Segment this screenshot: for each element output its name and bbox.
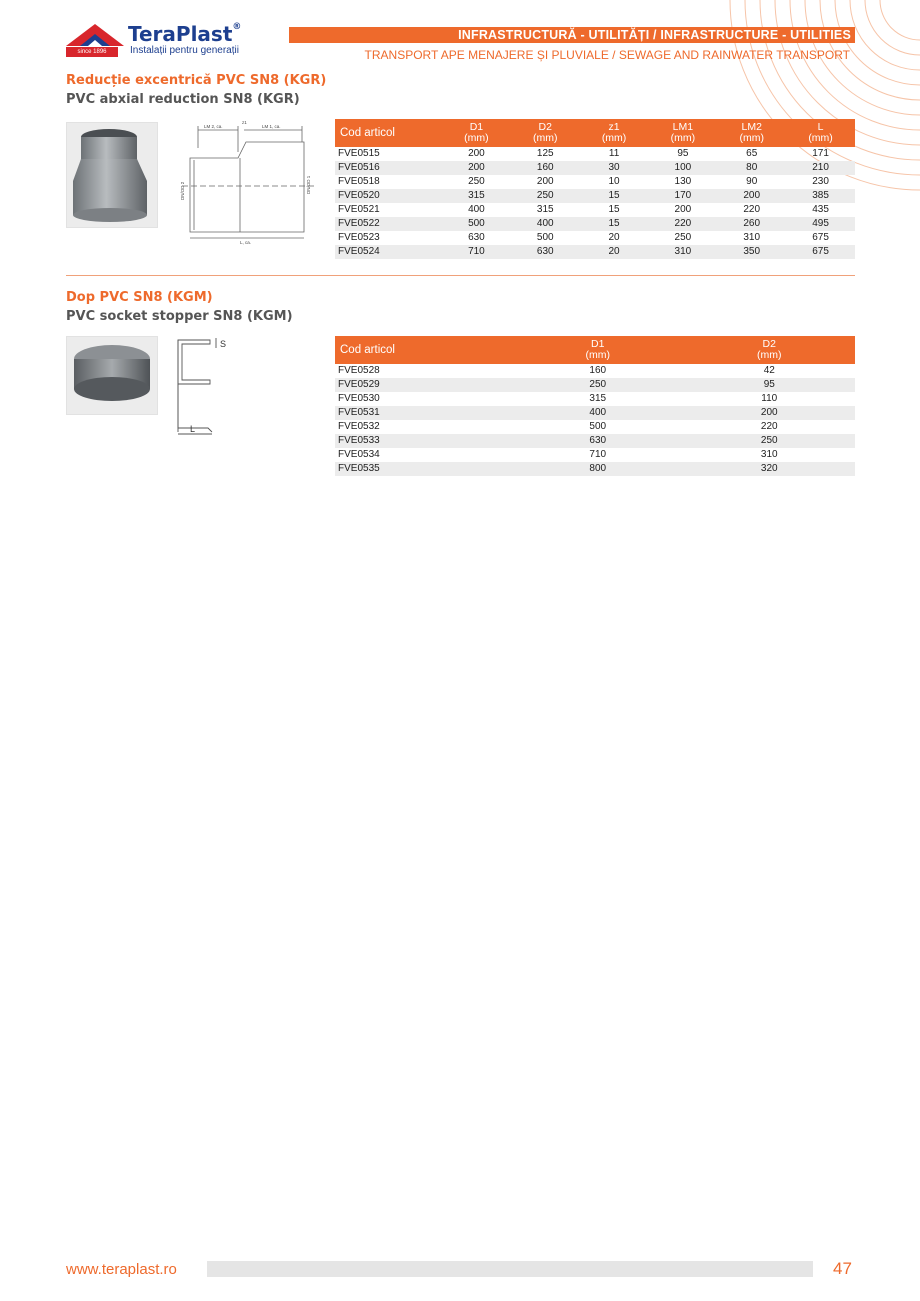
col-unit: (mm) <box>532 132 558 144</box>
table-cell: 30 <box>580 161 649 175</box>
col-unit: (mm) <box>601 132 627 144</box>
reduction-technical-drawing <box>178 120 320 246</box>
stopper-spec-table <box>335 336 855 476</box>
cell-cod-articol: FVE0524 <box>335 245 442 259</box>
table-cell: 20 <box>580 245 649 259</box>
col-name: D1 <box>469 121 484 133</box>
table-cell: 315 <box>442 189 511 203</box>
table-cell: 160 <box>511 161 580 175</box>
reduction-table-body <box>335 147 855 259</box>
col-unit: (mm) <box>585 349 610 361</box>
col-name: z1 <box>608 121 620 133</box>
table-row <box>335 448 855 462</box>
table-row <box>335 161 855 175</box>
table-cell: 495 <box>786 217 855 231</box>
drawing-label-l2: L <box>190 424 196 434</box>
table-row <box>335 231 855 245</box>
footer-bar <box>207 1261 813 1277</box>
table-row <box>335 462 855 476</box>
table-cell: 130 <box>674 176 692 187</box>
table-cell: 310 <box>760 449 778 460</box>
reduction-photo <box>66 122 158 228</box>
drawing-label-lm1: LM 1, ca. <box>262 124 281 129</box>
drawing-label-lm2: LM 2, ca. <box>204 124 223 129</box>
table-header-row <box>335 119 855 147</box>
table-cell: 210 <box>786 161 855 175</box>
table-header-row <box>335 336 855 364</box>
table-cell: 250 <box>674 232 692 243</box>
col-name: LM2 <box>741 121 762 133</box>
table-cell: 15 <box>580 189 649 203</box>
table-cell: 250 <box>684 434 856 448</box>
table-row <box>335 217 855 231</box>
cell-cod-articol: FVE0529 <box>335 378 512 392</box>
footer-url[interactable]: www.teraplast.ro <box>66 1261 177 1278</box>
table-cell: 95 <box>684 378 856 392</box>
brand-name <box>128 22 241 46</box>
stopper-photo-image <box>67 337 157 414</box>
table-cell: 42 <box>763 365 775 376</box>
table-cell: 260 <box>717 217 786 231</box>
col-unit: (mm) <box>808 132 833 144</box>
table-cell: 500 <box>442 217 511 231</box>
section-divider <box>66 275 855 276</box>
table-cell: 630 <box>512 434 684 448</box>
registered-mark: ® <box>232 22 242 32</box>
cell-cod-articol: FVE0522 <box>335 217 442 231</box>
table-cell: 500 <box>589 421 607 432</box>
col-name: D2 <box>538 121 552 133</box>
table-cell: 125 <box>536 148 554 159</box>
table-cell: 220 <box>648 217 717 231</box>
table-cell: 385 <box>786 189 855 203</box>
table-cell: 95 <box>677 148 689 159</box>
section1-title-en: PVC abxial reduction SN8 (KGR) <box>66 92 300 107</box>
table-row <box>335 364 855 378</box>
table-cell: 710 <box>589 449 607 460</box>
subcategory-ro: TRANSPORT APE MENAJERE ȘI PLUVIALE / <box>364 48 619 62</box>
section2-title-en: PVC socket stopper SN8 (KGM) <box>66 309 293 324</box>
reduction-spec-table <box>335 119 855 259</box>
table-cell: 20 <box>608 232 620 243</box>
cell-cod-articol: FVE0516 <box>335 161 442 175</box>
table-cell: 200 <box>468 148 485 159</box>
cell-cod-articol: FVE0518 <box>338 176 380 187</box>
col-name: L <box>817 121 824 133</box>
table-cell: 310 <box>648 245 717 259</box>
drawing-label-s: S <box>220 339 227 349</box>
col-cod-articol <box>335 119 442 147</box>
table-cell: 350 <box>717 245 786 259</box>
table-cell: 110 <box>761 393 778 404</box>
drawing-label-l: L, ca. <box>240 240 252 245</box>
stopper-photo <box>66 336 158 415</box>
logo-since-badge: since 1896 <box>66 47 118 57</box>
col-lm2 <box>717 119 786 147</box>
drawing-label-dn1: DN/OD 1 <box>306 175 311 194</box>
table-cell: 80 <box>717 161 786 175</box>
table-cell: 11 <box>608 148 620 159</box>
cell-cod-articol: FVE0528 <box>338 365 380 376</box>
table-cell: 170 <box>648 189 717 203</box>
cell-cod-articol: FVE0531 <box>335 406 512 420</box>
table-cell: 160 <box>589 365 607 376</box>
table-cell: 65 <box>746 148 758 159</box>
table-row <box>335 203 855 217</box>
table-cell: 400 <box>511 217 580 231</box>
cell-cod-articol: FVE0530 <box>338 393 380 404</box>
col-name: Cod articol <box>340 126 395 139</box>
table-row <box>335 147 855 161</box>
drawing-label-dn2: DN/OD 2 <box>180 181 185 200</box>
table-cell: 315 <box>589 393 607 404</box>
table-row <box>335 175 855 189</box>
category-title: INFRASTRUCTURĂ - UTILITĂȚI / INFRASTRUCTURE - UTILITIES <box>458 28 851 42</box>
category-bar <box>289 27 855 43</box>
table-cell: 630 <box>468 232 485 243</box>
subcategory <box>365 48 850 62</box>
brand-tagline: Instalații pentru generații <box>130 45 239 56</box>
stopper-technical-drawing <box>170 336 234 438</box>
col-d2 <box>684 336 856 364</box>
table-cell: 200 <box>536 176 554 187</box>
subcategory-en: SEWAGE AND RAINWATER TRANSPORT <box>618 48 850 62</box>
table-cell: 230 <box>812 176 829 187</box>
col-d2 <box>511 119 580 147</box>
cell-cod-articol: FVE0532 <box>338 421 380 432</box>
table-cell: 710 <box>442 245 511 259</box>
table-cell: 90 <box>746 176 758 187</box>
table-cell: 220 <box>760 421 778 432</box>
table-row <box>335 392 855 406</box>
col-name: D1 <box>591 338 605 350</box>
col-unit: (mm) <box>464 132 489 144</box>
cell-cod-articol: FVE0533 <box>335 434 512 448</box>
cell-cod-articol: FVE0535 <box>335 462 512 476</box>
table-cell: 315 <box>536 204 554 215</box>
table-cell: 675 <box>812 232 829 243</box>
table-cell: 250 <box>468 176 485 187</box>
col-name: Cod articol <box>340 343 395 356</box>
table-cell: 200 <box>674 204 692 215</box>
col-l <box>786 119 855 147</box>
col-unit: (mm) <box>757 349 782 361</box>
table-cell: 500 <box>536 232 554 243</box>
table-cell: 250 <box>512 378 684 392</box>
col-lm1 <box>648 119 717 147</box>
table-cell: 200 <box>684 406 856 420</box>
col-z1 <box>580 119 649 147</box>
col-unit: (mm) <box>739 132 764 144</box>
cell-cod-articol: FVE0515 <box>338 148 380 159</box>
cell-cod-articol: FVE0520 <box>335 189 442 203</box>
table-cell: 800 <box>512 462 684 476</box>
table-cell: 435 <box>812 204 829 215</box>
col-name: D2 <box>762 338 776 350</box>
cell-cod-articol: FVE0534 <box>338 449 380 460</box>
brand-name-text: TeraPlast <box>128 22 233 46</box>
reduction-photo-image <box>67 123 157 227</box>
table-row <box>335 434 855 448</box>
cell-cod-articol: FVE0523 <box>338 232 380 243</box>
table-row <box>335 245 855 259</box>
table-cell: 400 <box>512 406 684 420</box>
col-unit: (mm) <box>670 132 696 144</box>
stopper-table-body <box>335 364 855 476</box>
table-cell: 220 <box>743 204 761 215</box>
table-cell: 200 <box>717 189 786 203</box>
table-cell: 15 <box>608 204 620 215</box>
table-cell: 171 <box>812 148 829 159</box>
cell-cod-articol: FVE0521 <box>338 204 380 215</box>
table-cell: 15 <box>580 217 649 231</box>
drawing-label-z1: z1 <box>242 120 247 125</box>
table-cell: 10 <box>608 176 620 187</box>
table-row <box>335 378 855 392</box>
table-cell: 400 <box>468 204 485 215</box>
table-cell: 310 <box>743 232 761 243</box>
table-row <box>335 420 855 434</box>
teraplast-logo-icon <box>66 22 124 48</box>
table-cell: 250 <box>511 189 580 203</box>
col-d1 <box>512 336 684 364</box>
table-cell: 320 <box>684 462 856 476</box>
table-cell: 630 <box>511 245 580 259</box>
col-name: LM1 <box>672 121 694 133</box>
table-cell: 100 <box>648 161 717 175</box>
table-row <box>335 189 855 203</box>
col-cod-articol <box>335 336 512 364</box>
section2-title-ro: Dop PVC SN8 (KGM) <box>66 290 213 305</box>
table-cell: 200 <box>442 161 511 175</box>
table-cell: 675 <box>786 245 855 259</box>
col-d1 <box>442 119 511 147</box>
page-number: 47 <box>833 1259 852 1278</box>
table-row <box>335 406 855 420</box>
section1-title-ro: Reducție excentrică PVC SN8 (KGR) <box>66 73 327 88</box>
